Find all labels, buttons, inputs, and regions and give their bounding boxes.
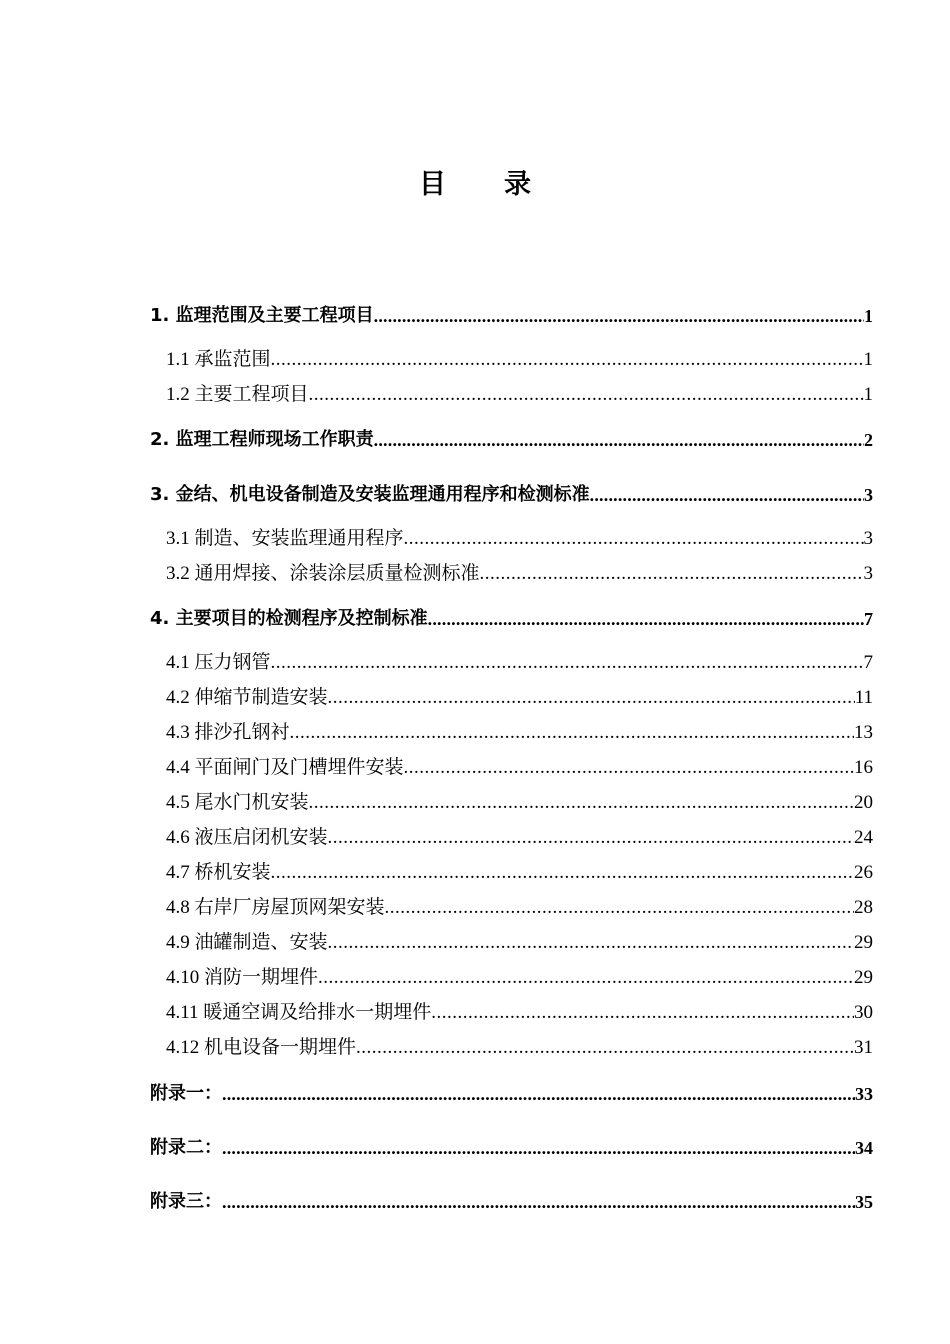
toc-entry[interactable]: [166, 966, 873, 990]
toc-entry-page: 35: [855, 1192, 873, 1212]
title-char-1: 目: [419, 169, 446, 200]
toc-entry-page: 16: [854, 757, 873, 778]
toc-entry[interactable]: [150, 1136, 873, 1160]
toc-entry-page: 28: [854, 897, 873, 918]
toc-entry[interactable]: [166, 383, 873, 407]
page-title: [0, 162, 950, 201]
toc-entry-page: 33: [855, 1084, 873, 1104]
toc-entry-page: 20: [854, 792, 873, 813]
toc-entry[interactable]: [166, 826, 873, 850]
toc-entry[interactable]: [166, 527, 873, 551]
toc-dot-leader: [428, 607, 864, 631]
toc-dot-leader: [271, 348, 864, 372]
toc-entry-label: 4.1 压力钢管: [166, 652, 271, 673]
toc-dot-leader: [328, 686, 855, 710]
toc-entry-page: 1: [863, 384, 873, 405]
toc-entry-page: 1: [863, 349, 873, 370]
toc-entry-page: 3: [864, 485, 873, 505]
toc-entry[interactable]: [166, 1036, 873, 1060]
toc-entry[interactable]: [166, 562, 873, 586]
toc-dot-leader: [222, 1136, 855, 1160]
toc-entry-page: 29: [854, 932, 873, 953]
toc-entry-label: 附录二：: [150, 1137, 222, 1158]
toc-entry[interactable]: [150, 428, 873, 452]
toc-entry-page: 1: [864, 306, 873, 326]
toc-entry-page: 3: [863, 528, 873, 549]
toc-entry-page: 29: [854, 967, 873, 988]
toc-entry[interactable]: [166, 651, 873, 675]
toc-entry[interactable]: [166, 686, 873, 710]
toc-entry[interactable]: [150, 483, 873, 507]
toc-entry[interactable]: [150, 1082, 873, 1106]
toc-dot-leader: [374, 428, 864, 452]
toc-dot-leader: [385, 896, 854, 920]
toc-entry-label: 4.11 暖通空调及给排水一期埋件: [166, 1002, 432, 1023]
toc-entry[interactable]: [166, 756, 873, 780]
toc-entry-label: 4.2 伸缩节制造安装: [166, 687, 328, 708]
toc-entry-label: 4. 主要项目的检测程序及控制标准: [150, 608, 428, 629]
toc-entry[interactable]: [150, 607, 873, 631]
toc-entry-label: 3.2 通用焊接、涂装涂层质量检测标准: [166, 563, 480, 584]
toc-entry-page: 30: [854, 1002, 873, 1023]
toc-entry-label: 1.1 承监范围: [166, 349, 271, 370]
toc-dot-leader: [318, 966, 854, 990]
toc-dot-leader: [328, 826, 854, 850]
toc-entry-label: 附录三：: [150, 1191, 222, 1212]
toc-entry-page: 2: [864, 430, 873, 450]
toc-entry[interactable]: [150, 304, 873, 328]
toc-entry[interactable]: [150, 1190, 873, 1214]
toc-entry-label: 4.10 消防一期埋件: [166, 967, 319, 988]
toc-entry-label: 4.3 排沙孔钢衬: [166, 722, 290, 743]
toc-dot-leader: [271, 861, 854, 885]
toc-entry-label: 4.9 油罐制造、安装: [166, 932, 328, 953]
toc-entry-page: 31: [854, 1037, 873, 1058]
toc-dot-leader: [404, 527, 864, 551]
toc-entry-page: 3: [863, 563, 873, 584]
toc-entry-page: 7: [863, 652, 873, 673]
toc-entry-label: 附录一：: [150, 1083, 222, 1104]
toc-dot-leader: [309, 383, 864, 407]
toc-dot-leader: [222, 1082, 855, 1106]
toc-entry-label: 1.2 主要工程项目: [166, 384, 309, 405]
toc-dot-leader: [222, 1190, 855, 1214]
toc-entry[interactable]: [166, 861, 873, 885]
toc-dot-leader: [404, 756, 854, 780]
toc-entry-page: 11: [854, 687, 873, 708]
toc-entry[interactable]: [166, 931, 873, 955]
toc-entry-label: 4.4 平面闸门及门槽埋件安装: [166, 757, 404, 778]
toc-entry-label: 4.5 尾水门机安装: [166, 792, 309, 813]
toc-dot-leader: [309, 791, 854, 815]
toc-entry[interactable]: [166, 1001, 873, 1025]
toc-entry[interactable]: [166, 791, 873, 815]
toc-entry[interactable]: [166, 721, 873, 745]
toc-entry-label: 3. 金结、机电设备制造及安装监理通用程序和检测标准: [150, 484, 590, 505]
toc-entry-label: 3.1 制造、安装监理通用程序: [166, 528, 404, 549]
toc-dot-leader: [480, 562, 864, 586]
toc-entry-label: 2. 监理工程师现场工作职责: [150, 429, 374, 450]
toc-entry-label: 4.7 桥机安装: [166, 862, 271, 883]
toc-dot-leader: [374, 304, 864, 328]
toc-entry-page: 34: [855, 1138, 873, 1158]
toc-entry-page: 26: [854, 862, 873, 883]
toc-entry-page: 13: [854, 722, 873, 743]
toc-dot-leader: [356, 1036, 854, 1060]
title-char-2: 录: [504, 169, 531, 200]
toc-entry-label: 4.6 液压启闭机安装: [166, 827, 328, 848]
toc-dot-leader: [431, 1001, 854, 1025]
toc-entry-page: 24: [854, 827, 873, 848]
toc-entry[interactable]: [166, 896, 873, 920]
toc-entry-page: 7: [864, 609, 873, 629]
toc-entry-label: 1. 监理范围及主要工程项目: [150, 305, 374, 326]
toc-entry-label: 4.8 右岸厂房屋顶网架安装: [166, 897, 385, 918]
toc-entry-label: 4.12 机电设备一期埋件: [166, 1037, 357, 1058]
toc-dot-leader: [271, 651, 864, 675]
toc-dot-leader: [290, 721, 854, 745]
toc-dot-leader: [328, 931, 854, 955]
toc-entry[interactable]: [166, 348, 873, 372]
toc-dot-leader: [590, 483, 864, 507]
